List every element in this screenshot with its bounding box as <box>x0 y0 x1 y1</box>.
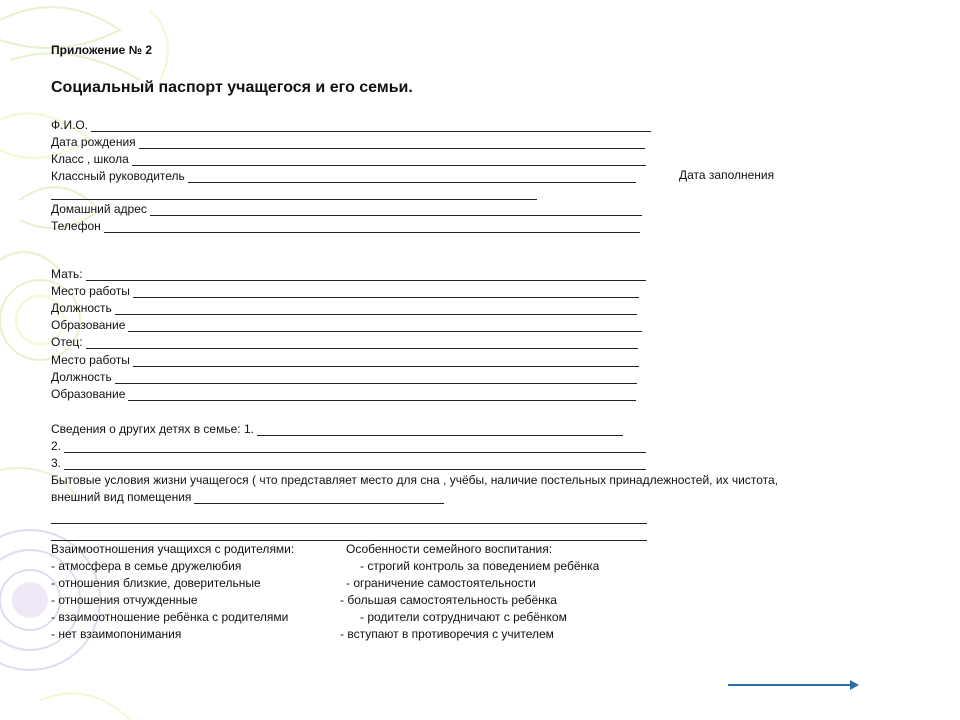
child3-line <box>64 457 646 470</box>
living-conditions-text <box>51 472 778 487</box>
living-conditions-label-2: внешний вид помещения <box>51 490 192 504</box>
fio-line <box>91 119 651 132</box>
mother-work-line <box>133 285 639 298</box>
phone-label: Телефон <box>51 219 101 233</box>
mother-position-field <box>51 300 637 315</box>
father-education-line <box>128 388 636 401</box>
father-position-line <box>115 371 637 384</box>
upbringing-item: - большая самостоятельность ребёнка <box>340 593 557 607</box>
relations-item: - атмосфера в семье дружелюбия <box>51 559 242 573</box>
home-address-label: Домашний адрес <box>51 202 147 216</box>
upbringing-item: - вступают в противоречия с учителем <box>340 627 554 641</box>
blank-line-2 <box>51 526 647 541</box>
mother-line <box>86 268 646 281</box>
relations-heading: Взаимоотношения учащихся с родителями: <box>51 542 295 556</box>
father-work-field <box>51 352 639 367</box>
upbringing-item: - ограничение самостоятельности <box>346 576 536 590</box>
upbringing-item: - родители сотрудничают с ребёнком <box>360 610 567 624</box>
father-line <box>86 336 638 349</box>
phone-field <box>51 218 640 233</box>
blank-line-1 <box>51 509 647 524</box>
mother-label: Мать: <box>51 267 83 281</box>
class-school-label: Класс , школа <box>51 152 129 166</box>
father-field <box>51 334 638 349</box>
fio-label: Ф.И.О. <box>51 118 89 132</box>
mother-position-line <box>115 302 637 315</box>
father-label: Отец: <box>51 335 83 349</box>
arrow-right-icon[interactable] <box>728 678 860 692</box>
birth-date-label: Дата рождения <box>51 135 136 149</box>
child1-line <box>257 423 623 436</box>
child3-label: 3. <box>51 456 62 470</box>
continuation-line <box>51 187 537 200</box>
relations-item: - нет взаимопонимания <box>51 627 182 641</box>
child2-line <box>64 440 646 453</box>
living-conditions-field <box>51 489 444 504</box>
father-work-label: Место работы <box>51 353 130 367</box>
child2-field <box>51 438 646 453</box>
upbringing-item: - строгий контроль за поведением ребёнка <box>360 559 600 573</box>
fill-date-label: Дата заполнения <box>679 168 775 182</box>
father-education-label: Образование <box>51 387 126 401</box>
class-teacher-field <box>51 168 636 183</box>
birth-date-field <box>51 134 645 149</box>
class-teacher-continuation <box>51 185 537 200</box>
mother-work-label: Место работы <box>51 284 130 298</box>
upbringing-heading: Особенности семейного воспитания: <box>346 542 553 556</box>
appendix-label: Приложение № 2 <box>51 43 153 57</box>
other-children-field <box>51 421 623 436</box>
mother-position-label: Должность <box>51 301 112 315</box>
upbringing-column <box>340 541 600 643</box>
blank-line-2-fill <box>51 528 647 541</box>
child2-label: 2. <box>51 439 62 453</box>
father-work-line <box>133 354 639 367</box>
home-address-line <box>150 203 642 216</box>
relations-item: - отношения близкие, доверительные <box>51 576 261 590</box>
father-position-label: Должность <box>51 370 112 384</box>
mother-education-line <box>128 319 642 332</box>
mother-work-field <box>51 283 639 298</box>
home-address-field <box>51 201 642 216</box>
relations-column <box>51 541 294 643</box>
class-teacher-line <box>188 170 636 183</box>
class-teacher-label: Классный руководитель <box>51 169 185 183</box>
mother-field <box>51 266 646 281</box>
fio-field <box>51 117 651 132</box>
birth-date-line <box>139 136 645 149</box>
relations-item: - отношения отчужденные <box>51 593 198 607</box>
phone-line <box>104 220 640 233</box>
class-school-line <box>132 153 646 166</box>
father-position-field <box>51 369 637 384</box>
mother-education-label: Образование <box>51 318 126 332</box>
blank-line-1-fill <box>51 511 647 524</box>
living-conditions-label-1: Бытовые условия жизни учащегося ( что представляет место для сна , учёбы, наличие постельных принадлежностей, их чистота, <box>51 473 778 487</box>
relations-item: - взаимоотношение ребёнка с родителями <box>51 610 289 624</box>
mother-education-field <box>51 317 642 332</box>
child3-field <box>51 455 646 470</box>
father-education-field <box>51 386 636 401</box>
class-school-field <box>51 151 646 166</box>
living-conditions-line <box>194 491 444 504</box>
page-title: Социальный паспорт учащегося и его семьи. <box>51 79 413 96</box>
other-children-label: Сведения о других детях в семье: 1. <box>51 422 254 436</box>
